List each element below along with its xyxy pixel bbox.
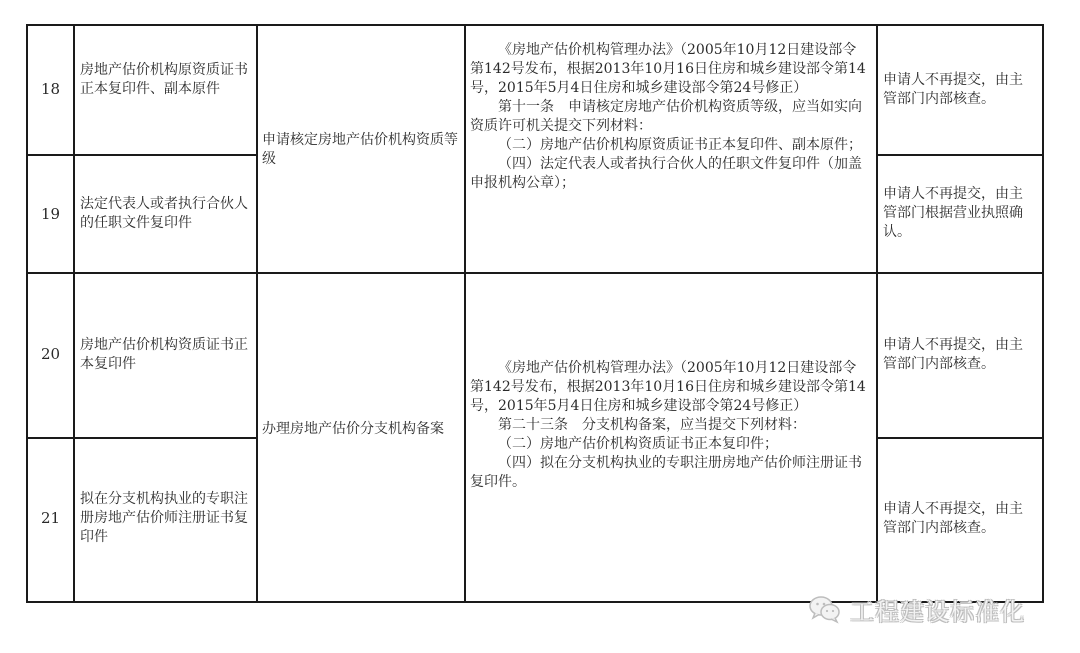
row-number: 19 (40, 205, 61, 223)
remark-cell: 申请人不再提交，由主管部门根据营业执照确认。 (883, 186, 1023, 240)
material-cell: 房地产估价机构资质证书正本复印件 (80, 337, 248, 372)
legal-basis-paragraph: （四）法定代表人或者执行合伙人的任职文件复印件（加盖申报机构公章）； (470, 156, 862, 191)
legal-basis-cell (470, 359, 870, 492)
remark-cell: 申请人不再提交，由主管部门内部核查。 (883, 72, 1023, 107)
table-border-right (1042, 24, 1044, 603)
table-border-top (27, 24, 1044, 26)
item-name-cell: 申请核定房地产估价机构资质等级 (262, 132, 458, 167)
legal-basis-paragraph: （二）房地产估价机构资质证书正本复印件； (498, 436, 778, 452)
legal-basis-paragraph: 《房地产估价机构管理办法》（2005年10月12日建设部令第142号发布，根据2013年10月16日住房和城乡建设部令第14号，2015年5月4日住房和城乡建设部令第24号修正） (470, 360, 866, 414)
legal-basis-paragraph: 第二十三条 分支机构备案，应当提交下列材料： (498, 417, 806, 433)
remark-cell: 申请人不再提交，由主管部门内部核查。 (883, 337, 1023, 372)
material-cell: 法定代表人或者执行合伙人的任职文件复印件 (80, 196, 248, 231)
table-border-col-1 (73, 24, 75, 603)
table-border-row-20-21-remark (876, 437, 1044, 439)
watermark-text: 工程建设标准化 (850, 597, 1025, 626)
table-border-col-2 (256, 24, 258, 603)
legal-basis-cell (470, 41, 870, 193)
wechat-icon (808, 594, 842, 624)
material-cell: 房地产估价机构原资质证书正本复印件、副本原件 (80, 62, 248, 97)
remark-cell: 申请人不再提交，由主管部门内部核查。 (883, 501, 1023, 536)
row-number: 18 (40, 80, 61, 98)
legal-basis-paragraph: （二）房地产估价机构原资质证书正本复印件、副本原件； (498, 137, 862, 153)
item-name-cell: 办理房地产估价分支机构备案 (262, 421, 444, 437)
table-border-row-18-19-remark (876, 154, 1044, 156)
watermark (808, 590, 1025, 628)
table-border-col-3 (464, 24, 466, 603)
legal-basis-paragraph: 第十一条 申请核定房地产估价机构资质等级，应当如实向资质许可机关提交下列材料： (470, 99, 862, 134)
row-number: 21 (40, 509, 61, 527)
table-border-group (27, 272, 1044, 274)
table-border-row-20-21 (27, 437, 257, 439)
table-border-col-4 (876, 24, 878, 603)
legal-basis-paragraph: （四）拟在分支机构执业的专职注册房地产估价师注册证书复印件。 (470, 455, 862, 490)
material-cell: 拟在分支机构执业的专职注册房地产估价师注册证书复印件 (80, 491, 248, 545)
table-border-row-18-19 (27, 154, 257, 156)
legal-basis-paragraph: 《房地产估价机构管理办法》（2005年10月12日建设部令第142号发布，根据2013年10月16日住房和城乡建设部令第14号，2015年5月4日住房和城乡建设部令第24号修正） (470, 42, 866, 96)
row-number: 20 (40, 345, 61, 363)
